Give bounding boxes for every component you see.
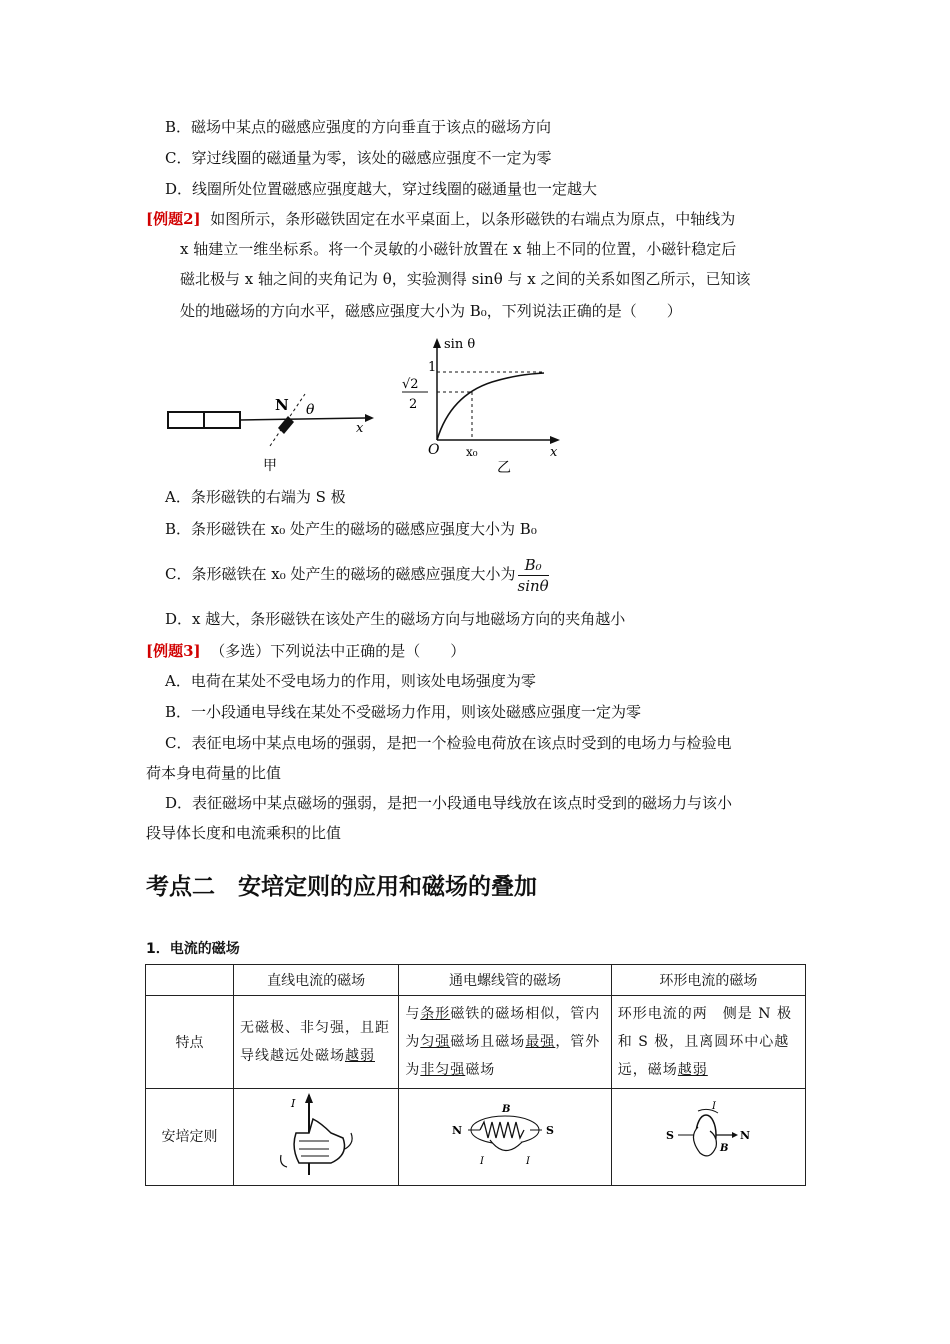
example3-tag: [例题3] xyxy=(146,642,201,660)
example2-tag: [例题2] xyxy=(146,210,201,228)
svg-text:N: N xyxy=(740,1129,751,1142)
example2-option-b: B．条形磁铁在 x₀ 处产生的磁场的磁感应强度大小为 B₀ xyxy=(165,520,537,538)
cell-loop-features: 环形电流的两 侧是 N 极和 S 极，且离圆环中心越远，磁场越弱 xyxy=(611,996,805,1089)
current-field-table xyxy=(145,964,806,1186)
svg-text:N: N xyxy=(452,1124,463,1137)
x-axis-arrow xyxy=(365,414,374,422)
example2-line3: 磁北极与 x 轴之间的夹角记为 θ，实验测得 sinθ 与 x 之间的关系如图乙所示，已知该 xyxy=(180,270,751,288)
magnet-right-half xyxy=(204,412,240,428)
example2-line1 xyxy=(146,208,735,230)
cell-loop-figure xyxy=(611,1089,805,1186)
table-header-row xyxy=(146,965,806,996)
svg-text:B: B xyxy=(720,1143,729,1154)
sin-theta-curve xyxy=(437,373,544,440)
caption-jia: 甲 xyxy=(263,458,277,474)
example2-option-c xyxy=(165,552,549,596)
example3-line1 xyxy=(146,640,465,662)
y-label: sin θ xyxy=(444,337,476,352)
figure-jia xyxy=(160,388,380,478)
cell-straight-figure xyxy=(234,1089,399,1186)
label-x: x xyxy=(356,421,364,436)
header-straight-current: 直线电流的磁场 xyxy=(234,965,399,996)
header-empty xyxy=(146,965,234,996)
label-theta: θ xyxy=(306,402,315,418)
table-row-ampere-rule xyxy=(146,1089,806,1186)
x0-label: x₀ xyxy=(466,445,478,459)
origin-label: O xyxy=(428,442,440,458)
svg-text:I: I xyxy=(480,1156,484,1167)
example3-option-b: B．一小段通电导线在某处不受磁场力作用，则该处磁感应强度一定为零 xyxy=(165,703,642,721)
cell-straight-features: 无磁极、非匀强，且距导线越远处磁场越弱 xyxy=(234,996,399,1089)
header-solenoid: 通电螺线管的磁场 xyxy=(399,965,611,996)
example3-option-c2: 荷本身电荷量的比值 xyxy=(146,764,282,782)
y-axis-arrow xyxy=(433,338,441,348)
q1-option-b: B．磁场中某点的磁感应强度的方向垂直于该点的磁场方向 xyxy=(165,118,552,136)
example3-stem: （多选）下列说法中正确的是（ ） xyxy=(210,642,466,660)
loop-hand-icon xyxy=(658,1097,758,1173)
tick-1: 1 xyxy=(428,360,437,375)
example3-option-d1: D．表征磁场中某点磁场的强弱，是把一小段通电导线放在该点时受到的磁场力与该小 xyxy=(165,794,733,812)
tick-sqrt2-den: 2 xyxy=(409,397,418,412)
svg-text:S: S xyxy=(546,1124,554,1137)
subsection-title: 1．电流的磁场 xyxy=(146,941,240,957)
x-label: x xyxy=(550,445,558,460)
q1-option-c: C．穿过线圈的磁通量为零，该处的磁感应强度不一定为零 xyxy=(165,149,552,167)
solenoid-hand-icon xyxy=(450,1100,560,1170)
header-loop-current: 环形电流的磁场 xyxy=(611,965,805,996)
example2-option-d: D．x 越大，条形磁铁在该处产生的磁场方向与地磁场方向的夹角越小 xyxy=(165,610,626,628)
row-label-features: 特点 xyxy=(146,996,234,1089)
example2-line4: 处的地磁场的方向水平，磁感应强度大小为 B₀，下列说法正确的是（ ） xyxy=(180,302,682,320)
example2-option-c-text: C．条形磁铁在 x₀ 处产生的磁场的磁感应强度大小为 xyxy=(165,565,516,583)
svg-text:I: I xyxy=(712,1101,717,1112)
fraction-b0-over-sin xyxy=(518,555,549,596)
fraction-numerator: B₀ xyxy=(518,555,549,576)
magnet-left-half xyxy=(168,412,204,428)
fraction-denominator: sinθ xyxy=(517,576,549,595)
figure-yi xyxy=(392,332,572,480)
example2-option-a: A．条形磁铁的右端为 S 极 xyxy=(165,488,346,506)
caption-yi: 乙 xyxy=(497,460,511,476)
table-row-features xyxy=(146,996,806,1089)
row-label-ampere: 安培定则 xyxy=(146,1089,234,1186)
section-title: 考点二 安培定则的应用和磁场的叠加 xyxy=(146,874,537,900)
right-hand-straight-icon xyxy=(261,1093,371,1177)
q1-option-d: D．线圈所处位置磁感应强度越大，穿过线圈的磁通量也一定越大 xyxy=(165,180,598,198)
example2-text1: 如图所示，条形磁铁固定在水平桌面上，以条形磁铁的右端点为原点，中轴线为 xyxy=(210,210,736,228)
example3-option-a: A．电荷在某处不受电场力的作用，则该处电场强度为零 xyxy=(165,672,536,690)
example2-line2: x 轴建立一维坐标系。将一个灵敏的小磁针放置在 x 轴上不同的位置，小磁针稳定后 xyxy=(180,240,737,258)
svg-text:I: I xyxy=(526,1156,530,1167)
x-axis-line xyxy=(240,418,365,420)
example3-option-c1: C．表征电场中某点电场的强弱，是把一个检验电荷放在该点时受到的电场力与检验电 xyxy=(165,734,732,752)
svg-text:B: B xyxy=(502,1104,511,1115)
cell-solenoid-features: 与条形磁铁的磁场相似，管内为匀强磁场且磁场最强，管外为非匀强磁场 xyxy=(399,996,611,1089)
label-n: N xyxy=(275,396,289,414)
tick-sqrt2-num: √2 xyxy=(402,377,419,392)
svg-text:S: S xyxy=(666,1129,675,1142)
x-axis-arrow xyxy=(550,436,560,444)
svg-text:I: I xyxy=(291,1097,296,1110)
example3-option-d2: 段导体长度和电流乘积的比值 xyxy=(146,824,342,842)
cell-solenoid-figure xyxy=(399,1089,611,1186)
